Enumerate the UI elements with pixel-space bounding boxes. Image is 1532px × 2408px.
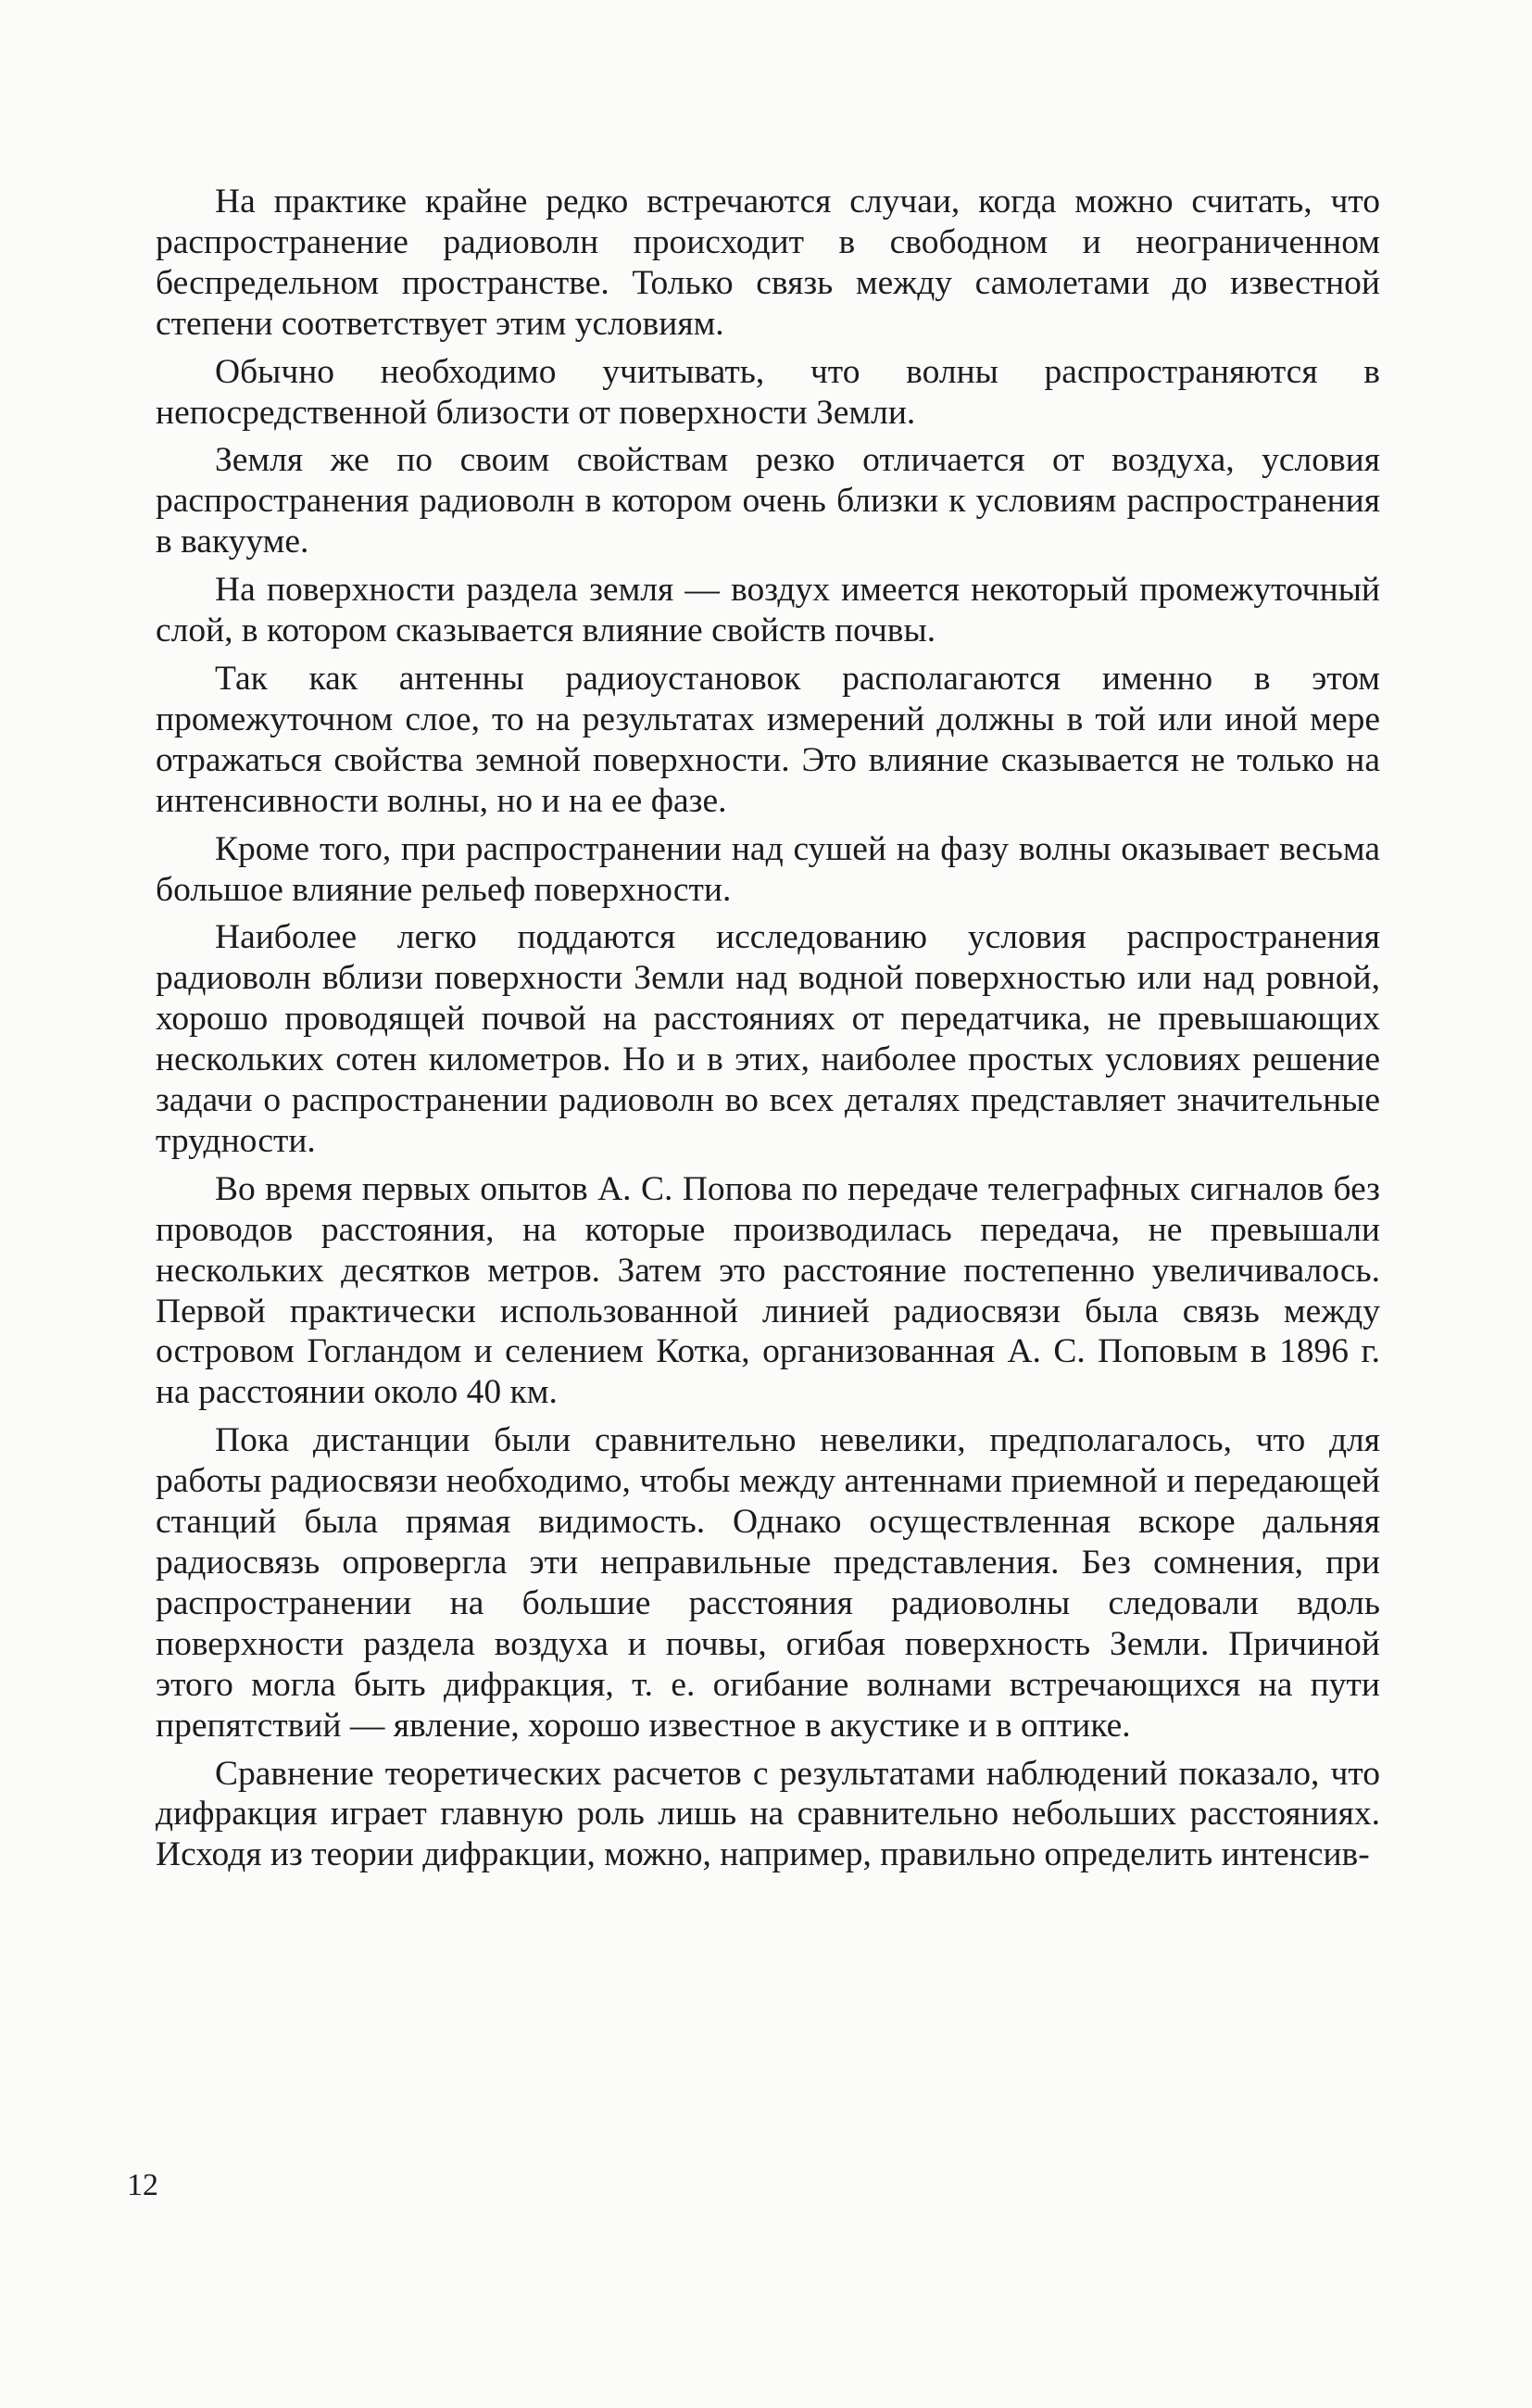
paragraph: На поверхности раздела земля — воздух имеется некоторый промежуточный слой, в котором сказывается влияние свойств почвы. <box>156 571 1380 650</box>
paragraph: Во время первых опытов А. С. Попова по передаче телеграфных сигналов без проводов расстояния, на которые производилась передача, не превышали нескольких десятков метров. Затем это расстояние постепенно увеличивалось. Первой практически использованной линией радиосвязи была связь между островом Гогландом и селением Котка, организованная А. С. Поповым в 1896 г. на расстоянии около 40 км. <box>156 1169 1380 1412</box>
paragraph: Кроме того, при распространении над сушей на фазу волны оказывает весьма большое влияние рельеф поверхности. <box>156 829 1380 909</box>
paragraph: Так как антенны радиоустановок располагаются именно в этом промежуточном слое, то на результатах измерений должны в той или иной мере отражаться свойства земной поверхности. Это влияние сказывается не только на интенсивности волны, но и на ее фазе. <box>156 659 1380 820</box>
paragraph: Обычно необходимо учитывать, что волны распространяются в непосредственной близости от поверхности Земли. <box>156 352 1380 432</box>
paragraph: Пока дистанции были сравнительно невелики, предполагалось, что для работы радиосвязи необходимо, чтобы между антеннами приемной и передающей станций была прямая видимость. Однако осуществленная вскоре дальняя радиосвязь опровергла эти неправильные представления. Без сомнения, при распространении на большие расстояния радиоволны следовали вдоль поверхности раздела воздуха и почвы, огибая поверхность Земли. Причиной этого могла быть дифракция, т. е. огибание волнами встречающихся на пути препятствий — явление, хорошо известное в акустике и в оптике. <box>156 1421 1380 1745</box>
paragraph: Сравнение теоретических расчетов с результатами наблюдений показало, что дифракция играет главную роль лишь на сравнительно небольших расстояниях. Исходя из теории дифракции, можно, например, правильно определить интенсив- <box>156 1754 1380 1874</box>
paragraph: Наиболее легко поддаются исследованию условия распространения радиоволн вблизи поверхности Земли над водной поверхностью или над ровной, хорошо проводящей почвой на расстояниях от передатчика, не превышающих нескольких сотен километров. Но и в этих, наиболее простых условиях решение задачи о распространении радиоволн во всех деталях представляет значительные трудности. <box>156 918 1380 1160</box>
paragraph: На практике крайне редко встречаются случаи, когда можно считать, что распространение радиоволн происходит в свободном и неограниченном беспредельном пространстве. Только связь между самолетами до известной степени соответствует этим условиям. <box>156 183 1380 343</box>
paragraph: Земля же по своим свойствам резко отличается от воздуха, условия распространения радиоволн в котором очень близки к условиям распространения в вакууме. <box>156 441 1380 561</box>
page-number: 12 <box>127 2168 158 2202</box>
body-text <box>156 182 1380 1883</box>
